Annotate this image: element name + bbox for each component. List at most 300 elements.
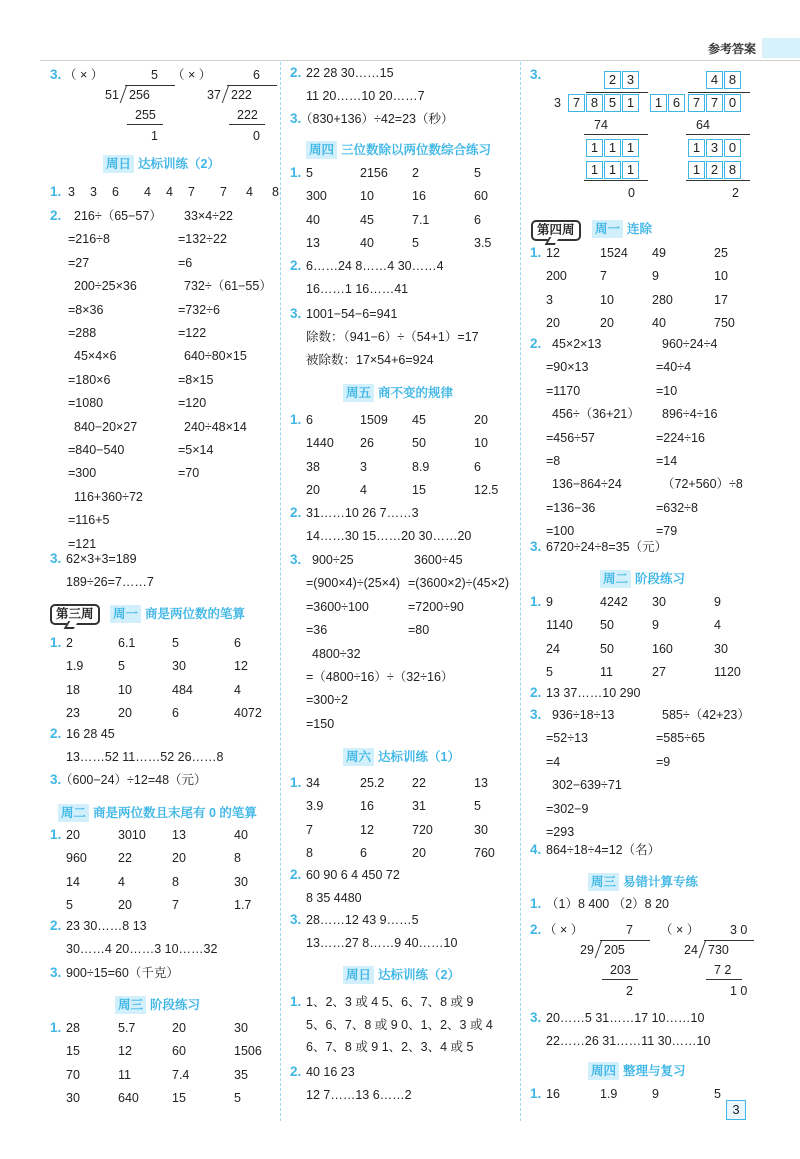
answer-value: 20 — [172, 851, 186, 866]
calc-step: =288 — [68, 326, 97, 340]
question-number: 3. — [530, 67, 542, 82]
calc-step: 585÷（42+23） — [662, 708, 750, 722]
step-value: 74 — [594, 118, 608, 132]
calc-step: 640÷80×15 — [184, 349, 247, 364]
long-division-3-step: 203 — [610, 963, 631, 977]
answer-value: 9 — [652, 618, 659, 633]
answer-value: 5 — [546, 665, 553, 680]
calc-step: =80 — [408, 623, 430, 638]
question-number: 1. — [290, 165, 302, 180]
answer-value: 6 — [360, 846, 367, 861]
remainder-box: 1 — [586, 139, 603, 157]
header-title: 参考答案 — [707, 42, 756, 56]
question-number: 3. — [530, 1010, 542, 1025]
answer-line: 23 30……8 13 — [66, 919, 147, 933]
answer-value: 10 — [474, 436, 488, 451]
calc-step: =300÷2 — [306, 693, 348, 708]
question-number: 4. — [530, 842, 542, 857]
question-number: 2. — [290, 867, 302, 882]
step-box: 2 — [706, 161, 723, 179]
calc-step: =121 — [68, 536, 97, 551]
answer-value: 50 — [600, 641, 614, 656]
section-title: 易错计算专练 — [623, 875, 699, 889]
question-number: 2. — [290, 65, 302, 80]
section-header-week4-monday — [592, 220, 652, 238]
week-badge-4: 第四周 — [531, 220, 581, 241]
answer-value: 7.4 — [172, 1067, 190, 1082]
column-divider-1 — [280, 62, 281, 1121]
answer-value: 4072 — [234, 706, 262, 721]
answer-value: 45 — [360, 212, 374, 227]
long-division-4-remainder: 1 0 — [730, 984, 748, 998]
question-number: 1. — [530, 1086, 542, 1101]
answer-value: 5 — [714, 1087, 721, 1101]
question-number: 2. — [290, 258, 302, 273]
section-day-tag: 周三 — [588, 873, 619, 891]
section-header-week4-wednesday — [588, 873, 698, 891]
answer-line: 6720÷24÷8=35（元） — [546, 540, 668, 554]
answer-value: 3 — [546, 292, 553, 307]
calc-step: =224÷16 — [656, 430, 705, 445]
long-division-3-bracket — [595, 940, 603, 958]
calc-step: =52÷13 — [546, 731, 588, 746]
answer-value: 30 — [714, 641, 728, 656]
division-bracket — [688, 92, 750, 93]
calc-step: =7200÷90 — [408, 599, 464, 614]
answer-value: 5 — [474, 799, 481, 814]
answer-value: 1509 — [360, 413, 388, 427]
step-box: 1 — [688, 161, 705, 179]
answer-value: 27 — [652, 665, 666, 680]
answer-line: 1、2、3 或 4 5、6、7、8 或 9 — [306, 995, 474, 1009]
section-title: 阶段练习 — [635, 572, 686, 586]
answer-value: 31 — [412, 799, 426, 814]
calc-step: =120 — [178, 396, 207, 411]
calc-step: =100 — [546, 524, 575, 539]
answer-value: 6 — [474, 212, 481, 227]
question-number: 3. — [50, 551, 62, 566]
answer-value: 50 — [412, 436, 426, 451]
answer-value: 30 — [234, 1021, 248, 1035]
answer-value: 640 — [118, 1091, 139, 1106]
dividend-box: 7 — [706, 94, 723, 112]
calc-step: =36 — [306, 623, 328, 638]
answer-value: 9 — [652, 1087, 659, 1101]
calc-step: =10 — [656, 383, 678, 398]
answer-line: 62×3+3=189 — [66, 552, 137, 566]
answer-value: 484 — [172, 682, 193, 697]
remainder-box: 1 — [688, 139, 705, 157]
answer-line: 900÷15=60（千克） — [66, 966, 179, 980]
calc-step: =1170 — [546, 383, 581, 398]
answer-value: 30 — [474, 822, 488, 837]
answer-value: 25.2 — [360, 776, 385, 790]
answer-line: 22……26 31……11 30……10 — [546, 1034, 711, 1048]
calc-step: =40÷4 — [656, 360, 692, 375]
answer-value: 24 — [546, 641, 560, 656]
answer-value: 38 — [306, 459, 320, 474]
answer-value: 5 — [118, 659, 125, 674]
section-header-week3-monday — [110, 605, 245, 623]
answer-value: 4 — [234, 682, 241, 697]
answer-line: 6、7、8 或 9 1、2、3、4 或 5 — [306, 1040, 474, 1054]
answer-value: 23 — [66, 706, 80, 721]
calc-step: 4800÷32 — [312, 646, 361, 661]
question-number: 2. — [290, 1064, 302, 1079]
long-division-2-step: 222 — [237, 108, 258, 122]
answer-value: 16 — [360, 799, 374, 814]
answer-value: 20 — [118, 706, 132, 721]
section-day-tag: 周日 — [103, 155, 134, 173]
long-division-2-quotient: 6 — [253, 68, 260, 82]
answer-line: 30……4 20……3 10……32 — [66, 942, 218, 956]
section-day-tag: 周二 — [600, 570, 631, 588]
answer-value: 300 — [306, 189, 327, 204]
answer-line: 60 90 6 4 450 72 — [306, 868, 400, 882]
answer-value: 9 — [652, 269, 659, 284]
long-division-3-divisor: 29 — [580, 943, 594, 957]
section-header-sunday-2 — [103, 155, 220, 173]
answer-value: 12 — [234, 659, 248, 674]
calc-step: =116+5 — [68, 513, 110, 528]
section-title: 三位数除以两位数综合练习 — [341, 143, 492, 157]
answer-value: 1440 — [306, 436, 334, 451]
remainder-value: 0 — [628, 186, 635, 200]
answer-value: 9 — [546, 595, 553, 609]
dividend-box: 1 — [622, 94, 639, 112]
answer-value: 7 — [220, 185, 227, 199]
answer-value: 22 — [412, 776, 426, 790]
answer-value: 60 — [172, 1044, 186, 1059]
answer-line: 13……27 8……9 40……10 — [306, 936, 458, 950]
quotient-box: 2 — [604, 71, 621, 89]
answer-value: 4242 — [600, 595, 628, 609]
answer-value: 13 — [172, 828, 186, 842]
question-number: 3. — [290, 306, 302, 321]
question-number: 2. — [530, 685, 542, 700]
calc-step: 732÷（61−55） — [184, 279, 272, 294]
section-title: 达标训练（1） — [378, 750, 460, 764]
step-box: 1 — [604, 161, 621, 179]
section-header-week-friday — [343, 384, 453, 402]
answer-value: 35 — [234, 1067, 248, 1082]
answer-value: 5 — [412, 236, 419, 251]
answer-value: 6 — [474, 459, 481, 474]
calc-step: =14 — [656, 454, 678, 468]
answer-value: 30 — [652, 595, 666, 609]
answer-line: 864÷18÷4=12（名） — [546, 843, 661, 857]
section-header-week3-wednesday — [115, 996, 200, 1014]
section-title: 连除 — [627, 222, 653, 236]
calc-step: =456÷57 — [546, 430, 595, 445]
answer-value: 30 — [234, 874, 248, 889]
calc-step: =216÷8 — [68, 232, 110, 247]
question-number: 2. — [50, 726, 62, 741]
calc-step: =8×15 — [178, 372, 214, 387]
long-division-3-bracket-top — [600, 940, 650, 941]
calc-step: 960÷24÷4 — [662, 337, 718, 351]
calc-step: （72+560）÷8 — [662, 477, 743, 492]
calc-step: 896÷4÷16 — [662, 407, 718, 422]
calc-step: 900÷25 — [312, 553, 354, 567]
long-division-1-rule — [127, 124, 163, 125]
question-number: 2. — [530, 922, 542, 937]
long-division-3-rule — [602, 979, 638, 980]
answer-value: 11 — [600, 665, 613, 680]
answer-value: 16 — [546, 1087, 560, 1101]
answer-value: 6 — [112, 185, 119, 199]
answer-value: 5.7 — [118, 1021, 136, 1035]
calc-step: =132÷22 — [178, 232, 227, 247]
section-title: 阶段练习 — [150, 998, 201, 1012]
section-header-week-thursday — [306, 141, 491, 159]
question-number: 1. — [50, 635, 62, 650]
long-division-4-step: 7 2 — [714, 963, 732, 977]
answer-value: 26 — [360, 436, 374, 451]
question-number: 3. — [50, 772, 62, 787]
calc-step: 45×4×6 — [74, 349, 117, 364]
answer-line: 13 37……10 290 — [546, 686, 641, 700]
answer-value: 160 — [652, 641, 673, 656]
divisor-digit: 3 — [554, 96, 561, 110]
calc-step: =8×36 — [68, 302, 104, 317]
division-rule — [584, 134, 648, 135]
question-number: 3. — [290, 912, 302, 927]
answer-line: 20……5 31……17 10……10 — [546, 1011, 705, 1025]
answer-value: 70 — [66, 1067, 80, 1082]
question-number: 3. — [50, 965, 62, 980]
calc-step: =1080 — [68, 396, 104, 411]
calc-step: 3600÷45 — [414, 553, 463, 567]
answer-value: 6 — [306, 413, 313, 427]
answer-value: 40 — [306, 212, 320, 227]
answer-value: 720 — [412, 822, 433, 837]
question-number: 2. — [50, 208, 62, 223]
calc-step: =90×13 — [546, 360, 589, 375]
answer-value: 50 — [600, 618, 614, 633]
answer-line: （830+136）÷42=23（秒） — [300, 112, 454, 126]
calc-step: =3600÷100 — [306, 599, 369, 614]
answer-value: 5 — [474, 166, 481, 180]
answer-value: 10 — [600, 292, 614, 307]
answer-value: 6 — [234, 636, 241, 650]
answer-value: 22 — [118, 851, 132, 866]
page-number: 3 — [726, 1100, 746, 1120]
answer-value: 60 — [474, 189, 488, 204]
answer-value: 20 — [474, 413, 488, 427]
answer-value: 7.1 — [412, 212, 430, 227]
answer-value: 10 — [118, 682, 132, 697]
answer-value: 20 — [412, 846, 426, 861]
answer-value: 8.9 — [412, 459, 430, 474]
answer-value: 20 — [118, 898, 132, 913]
answer-value: 12 — [118, 1044, 132, 1059]
answer-value: 9 — [714, 595, 721, 609]
answer-value: 7 — [172, 898, 179, 913]
long-division-4-bracket — [699, 940, 707, 958]
answer-value: 1506 — [234, 1044, 262, 1059]
answer-value: 2 — [66, 636, 73, 650]
question-number: 1. — [290, 775, 302, 790]
header-tab-decoration — [762, 38, 800, 58]
question-number: 1. — [530, 594, 542, 609]
answer-value: 45 — [412, 413, 426, 427]
section-day-tag: 周日 — [343, 966, 374, 984]
calc-step: =136−36 — [546, 500, 596, 515]
question-number: 1. — [50, 827, 62, 842]
answer-value: 8 — [306, 846, 313, 861]
remainder-value: 2 — [732, 186, 739, 200]
answer-value: 7 — [600, 269, 607, 284]
answer-value: 25 — [714, 246, 728, 260]
calc-step: =293 — [546, 825, 575, 839]
quotient-box: 4 — [706, 71, 723, 89]
calc-step: =(3600×2)÷(45×2) — [408, 576, 510, 591]
answer-line: 8 35 4480 — [306, 891, 362, 905]
answer-line: 16 28 45 — [66, 727, 115, 741]
calc-step: 302−639÷71 — [552, 778, 622, 793]
answer-value: 960 — [66, 851, 87, 866]
long-division-1-remainder: 1 — [151, 129, 158, 143]
calc-step: =(900×4)÷(25×4) — [306, 576, 401, 591]
answer-value: 1.9 — [600, 1087, 618, 1101]
answer-line: 16……1 16……41 — [306, 282, 409, 296]
long-division-1-step: 255 — [135, 108, 156, 122]
answer-value: 3 — [90, 185, 97, 199]
answer-value: 1120 — [714, 665, 741, 680]
question-number: 2. — [530, 336, 542, 351]
answer-value: 30 — [172, 659, 186, 674]
long-division-1-bracket — [120, 85, 128, 103]
answer-value: 15 — [172, 1091, 186, 1106]
answer-value: 200 — [546, 269, 567, 284]
answer-value: 28 — [66, 1021, 80, 1035]
answer-line: （600−24）÷12=48（元） — [60, 773, 207, 787]
answer-value: 5 — [306, 166, 313, 180]
calc-step: =302−9 — [546, 801, 589, 816]
section-day-tag: 周四 — [306, 141, 337, 159]
answer-line: 11 20……10 20……7 — [306, 89, 425, 103]
answer-line: 13……52 11……52 26……8 — [66, 750, 224, 764]
question-number: 2. — [50, 918, 62, 933]
calc-step: 216÷（65−57） — [74, 209, 162, 223]
answer-value: 8 — [234, 851, 241, 866]
answer-value: 6 — [172, 706, 179, 721]
divisor-box: 1 — [650, 94, 667, 112]
answer-value: 8 — [272, 185, 279, 199]
answer-value: 6.1 — [118, 636, 136, 650]
answer-value: 20 — [600, 316, 614, 331]
section-day-tag: 周二 — [58, 804, 89, 822]
long-division-2-rule — [229, 124, 265, 125]
calc-step: =8 — [546, 454, 561, 468]
calc-step: 136−864÷24 — [552, 477, 622, 492]
calc-step: 936÷18÷13 — [552, 708, 615, 722]
section-day-tag: 周三 — [115, 996, 146, 1014]
section-title: 商不变的规律 — [378, 386, 454, 400]
dividend-box: 7 — [688, 94, 705, 112]
answer-line: 5、6、7、8 或 9 0、1、2、3 或 4 — [306, 1017, 493, 1032]
answer-value: 8 — [172, 874, 179, 889]
answer-value: 7 — [188, 185, 195, 199]
answer-line: 22 28 30……15 — [306, 66, 394, 80]
dividend-box: 0 — [724, 94, 741, 112]
calc-step: =632÷8 — [656, 500, 698, 515]
answer-line: 被除数：17×54+6=924 — [306, 353, 434, 367]
dividend-box: 8 — [586, 94, 603, 112]
calc-step: 456÷（36+21） — [552, 407, 640, 422]
answer-value: 3 — [68, 185, 75, 199]
answer-line: 6……24 8……4 30……4 — [306, 259, 444, 273]
verdict: （ × ） — [64, 68, 104, 82]
question-number: 3. — [530, 707, 542, 722]
section-header-week4-thursday — [588, 1062, 686, 1080]
long-division-3-dividend: 205 — [604, 943, 625, 957]
answer-value: 5 — [234, 1091, 241, 1106]
answer-value: 17 — [714, 292, 728, 307]
calc-step: =180×6 — [68, 372, 111, 387]
long-division-1-bracket-top — [125, 85, 175, 86]
section-title: 商是两位数且末尾有 0 的笔算 — [93, 806, 257, 820]
section-title: 达标训练（2） — [378, 968, 460, 982]
answer-value: 40 — [360, 236, 374, 251]
section-day-tag: 周六 — [343, 748, 374, 766]
long-division-2-divisor: 37 — [207, 88, 221, 102]
section-title: 整理与复习 — [623, 1064, 686, 1078]
question-number: 3. — [530, 539, 542, 554]
verdict: （ × ） — [660, 923, 700, 937]
answer-value: 15 — [66, 1044, 80, 1059]
section-day-tag: 周一 — [110, 605, 141, 623]
answer-value: 3 — [360, 459, 367, 474]
answer-value: 20 — [66, 828, 80, 842]
calc-step: =122 — [178, 326, 207, 340]
step-box: 1 — [622, 161, 639, 179]
answer-line: 31……10 26 7……3 — [306, 506, 419, 520]
question-number: 1. — [50, 1020, 62, 1035]
calc-step: =6 — [178, 255, 193, 270]
answer-value: 15 — [412, 483, 426, 498]
calc-step: =70 — [178, 466, 200, 481]
answer-value: 49 — [652, 246, 666, 260]
answer-value: 13 — [306, 236, 320, 251]
calc-step: =79 — [656, 524, 678, 539]
answer-value: 30 — [66, 1091, 80, 1106]
long-division-1-quotient: 5 — [151, 68, 158, 82]
answer-line: （1）8 400 （2）8 20 — [546, 897, 669, 911]
calc-step: 200÷25×36 — [74, 279, 137, 294]
question-number: 1. — [290, 994, 302, 1009]
answer-value: 760 — [474, 846, 495, 861]
week-badge-3: 第三周 — [50, 604, 100, 625]
section-header-week3-tuesday — [58, 804, 257, 822]
answer-value: 12.5 — [474, 483, 499, 498]
answer-value: 1.7 — [234, 898, 252, 913]
section-header-week-sunday — [343, 966, 460, 984]
answer-line: 40 16 23 — [306, 1065, 355, 1079]
answer-value: 20 — [172, 1021, 186, 1035]
answer-value: 280 — [652, 292, 673, 307]
calc-step: =27 — [68, 255, 90, 270]
answer-value: 4 — [118, 874, 125, 889]
answer-value: 11 — [118, 1067, 131, 1082]
answer-value: 10 — [360, 189, 374, 204]
calc-step: =150 — [306, 716, 335, 731]
answer-value: 20 — [306, 483, 320, 498]
answer-value: 34 — [306, 776, 320, 790]
quotient-box: 8 — [724, 71, 741, 89]
long-division-3-quotient: 7 — [626, 923, 633, 937]
